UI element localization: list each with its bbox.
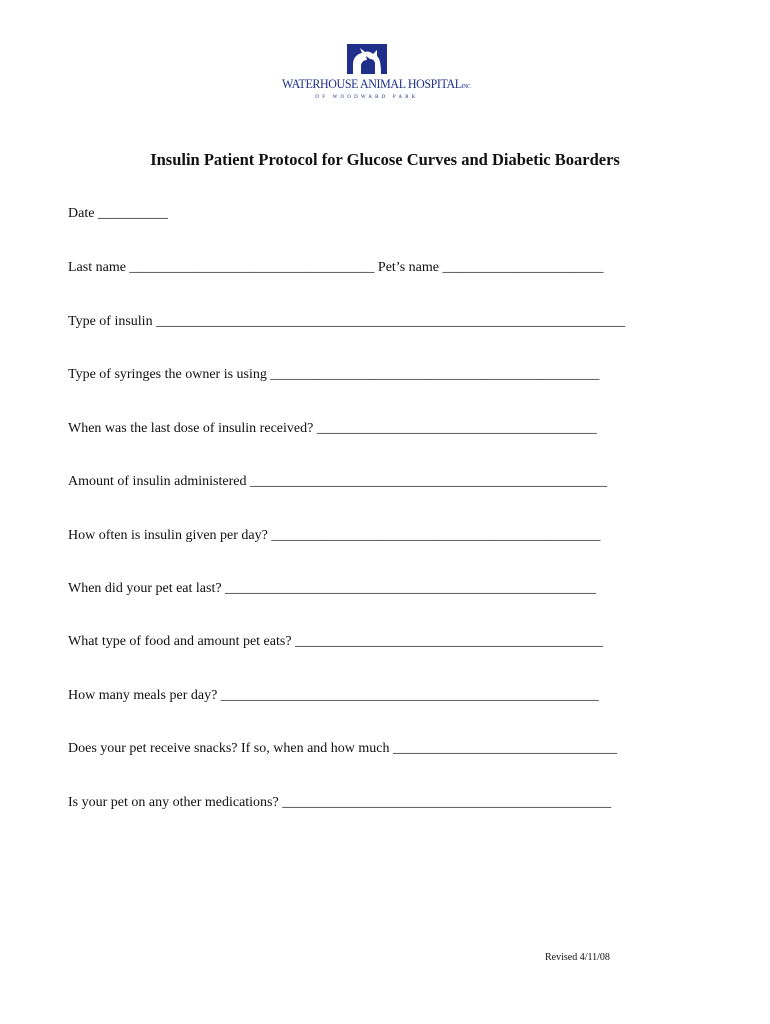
food-type-field: What type of food and amount pet eats? ____________________________________________ [68,634,604,649]
dog-cat-logo-icon [347,44,387,74]
date-field: Date __________ [68,206,168,221]
logo-wordmark: WATERHOUSE ANIMAL HOSPITALINC [282,76,471,91]
syringe-type-field: Type of syringes the owner is using _______________________________________________ [68,367,600,382]
insulin-amount-field: Amount of insulin administered ___________________________________________________ [68,474,607,489]
revision-date: Revised 4/11/08 [545,952,610,963]
snacks-field: Does your pet receive snacks? If so, when and how much ________________________________ [68,741,618,756]
logo-subtitle: OF WOODWARD PARK [315,95,419,100]
meals-per-day-field: How many meals per day? ______________________________________________________ [68,688,599,703]
page-title: Insulin Patient Protocol for Glucose Curves and Diabetic Boarders [150,150,620,169]
hospital-logo [282,44,471,104]
last-dose-field: When was the last dose of insulin received? ________________________________________ [68,421,597,436]
last-meal-field: When did your pet eat last? _____________________________________________________ [68,581,597,596]
insulin-type-field: Type of insulin ___________________________________________________________________ [68,314,626,329]
medications-field: Is your pet on any other medications? _______________________________________________ [68,795,612,810]
last-name-pet-name-field: Last name ___________________________________ Pet’s name _______________________ [68,260,604,275]
insulin-frequency-field: How often is insulin given per day? _______________________________________________ [68,528,601,543]
